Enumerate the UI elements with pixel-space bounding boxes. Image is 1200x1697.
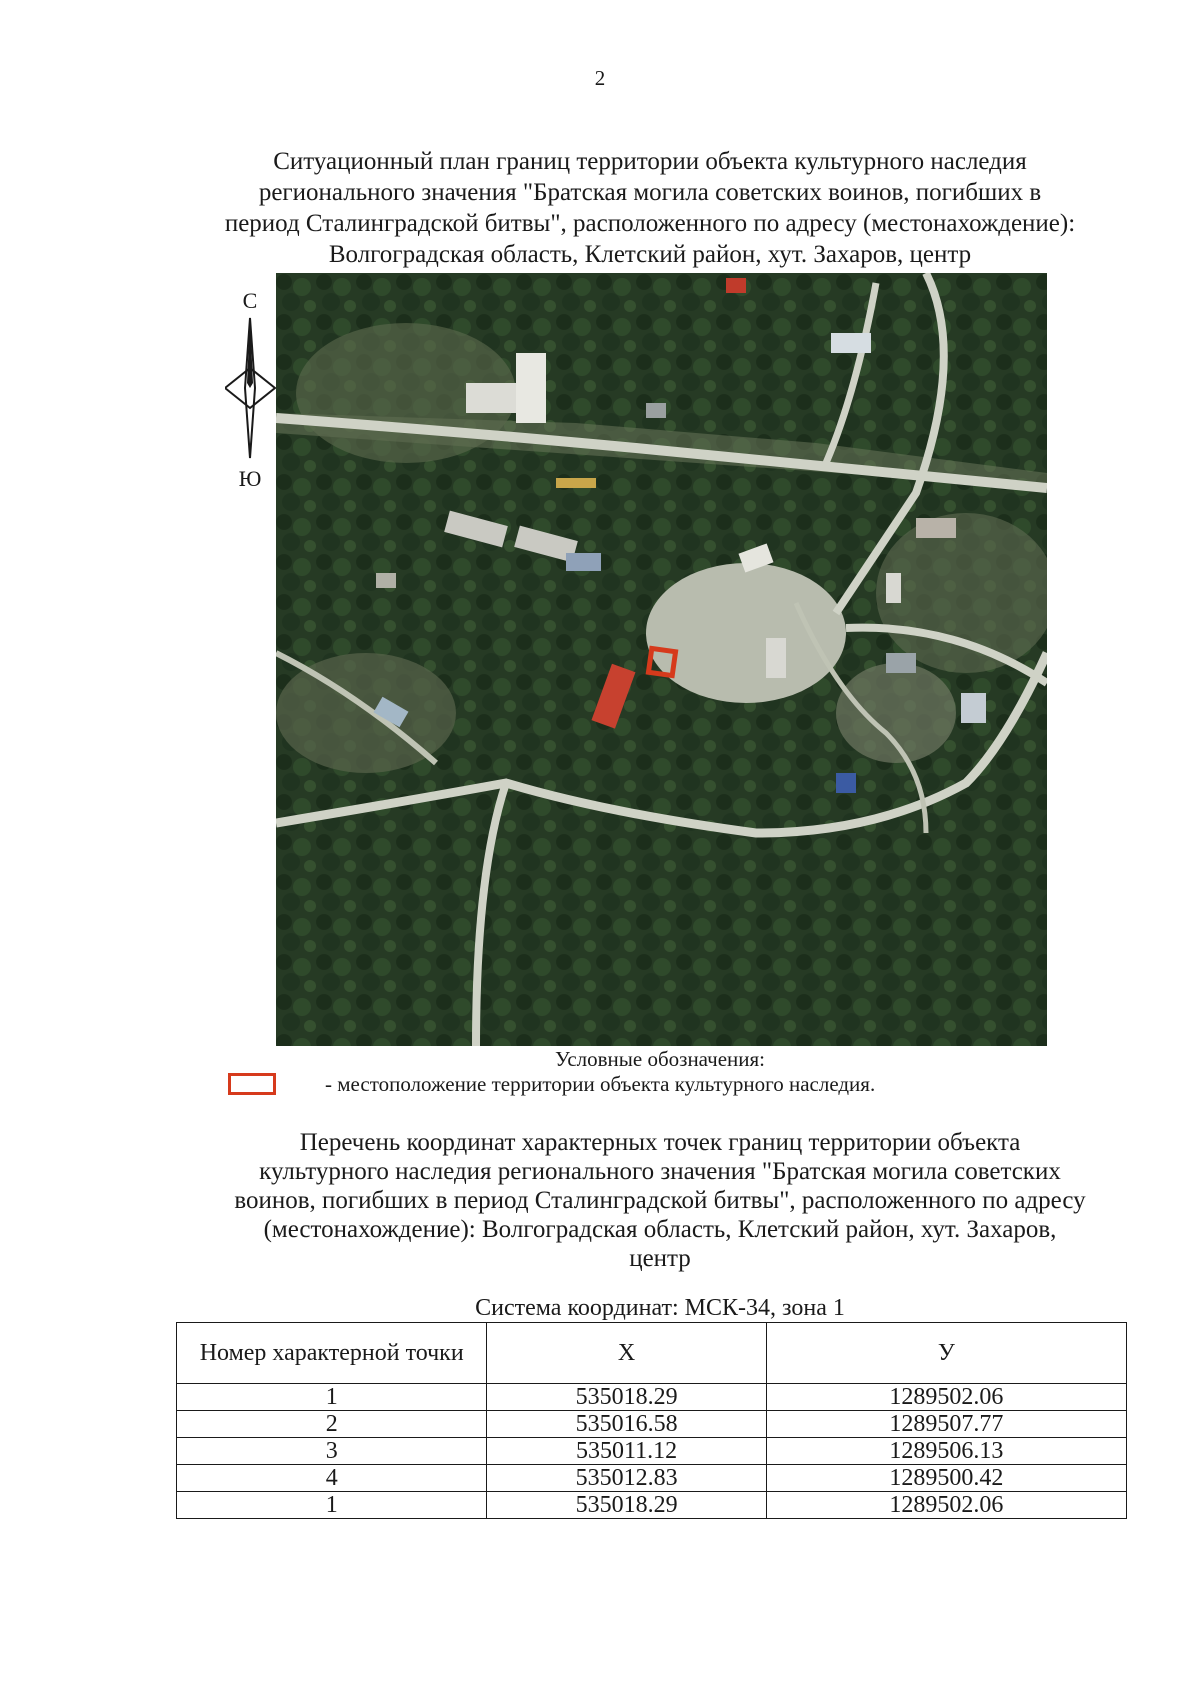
table-row	[177, 1465, 1127, 1492]
header-y: У	[766, 1323, 1126, 1384]
y-cell: 1289502.06	[766, 1492, 1126, 1519]
plan-title-line: регионального значения "Братская могила советских воинов, погибших в	[258, 179, 1042, 206]
south-label: Ю	[238, 466, 262, 491]
coordinates-table	[176, 1322, 1127, 1519]
page-number: 2	[594, 66, 606, 90]
x-cell: 535012.83	[487, 1465, 766, 1492]
table-header-row	[177, 1323, 1127, 1384]
list-title-line: центр	[629, 1245, 691, 1272]
x-cell: 535016.58	[487, 1411, 766, 1438]
plan-title	[150, 146, 1150, 270]
point-number-cell: 1	[177, 1384, 487, 1411]
legend-item-text: - местоположение территории объекта культурного наследия.	[325, 1072, 876, 1096]
north-label: С	[242, 288, 258, 313]
x-cell: 535011.12	[487, 1438, 766, 1465]
list-title-line: культурного наследия регионального значения "Братская могила советских	[259, 1158, 1061, 1185]
satellite-map-image	[276, 273, 1047, 1046]
legend-title: Условные обозначения:	[554, 1047, 766, 1071]
y-cell: 1289500.42	[766, 1465, 1126, 1492]
x-cell: 535018.29	[487, 1492, 766, 1519]
y-cell: 1289507.77	[766, 1411, 1126, 1438]
legend-swatch-icon	[228, 1073, 276, 1095]
y-cell: 1289506.13	[766, 1438, 1126, 1465]
plan-title-line: Волгоградская область, Клетский район, хут. Захаров, центр	[328, 241, 972, 268]
point-number-cell: 2	[177, 1411, 487, 1438]
table-row	[177, 1492, 1127, 1519]
list-title-line: (местонахождение): Волгоградская область, Клетский район, хут. Захаров,	[263, 1216, 1057, 1243]
plan-title-line: период Сталинградской битвы", расположенного по адресу (местонахождение):	[224, 210, 1076, 237]
satellite-map	[276, 273, 1047, 1046]
point-number-cell: 1	[177, 1492, 487, 1519]
table-row	[177, 1438, 1127, 1465]
table-row	[177, 1411, 1127, 1438]
plan-title-line: Ситуационный план границ территории объекта культурного наследия	[273, 148, 1027, 175]
header-point-number: Номер характерной точки	[177, 1323, 487, 1384]
point-number-cell: 4	[177, 1465, 487, 1492]
coordinate-system-caption: Система координат: МСК-34, зона 1	[475, 1295, 845, 1321]
list-title-line: Перечень координат характерных точек границ территории объекта	[299, 1129, 1021, 1156]
x-cell: 535018.29	[487, 1384, 766, 1411]
table-row	[177, 1384, 1127, 1411]
coordinates-list-title	[160, 1128, 1160, 1273]
header-x: X	[487, 1323, 766, 1384]
y-cell: 1289502.06	[766, 1384, 1126, 1411]
list-title-line: воинов, погибших в период Сталинградской битвы", расположенного по адресу	[234, 1187, 1086, 1214]
point-number-cell: 3	[177, 1438, 487, 1465]
